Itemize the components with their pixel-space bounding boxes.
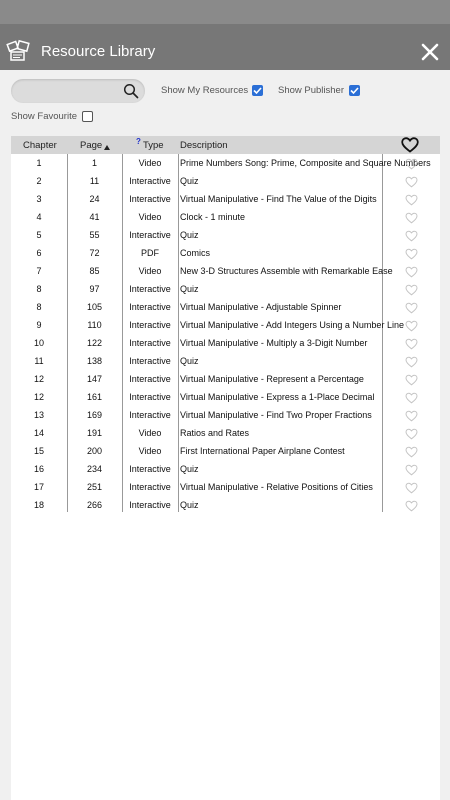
description-cell: Virtual Manipulative - Adjustable Spinner <box>180 302 342 312</box>
search-input[interactable] <box>11 79 145 103</box>
heart-outline-icon[interactable] <box>405 158 418 170</box>
type-cell: Video <box>138 428 162 438</box>
heart-outline-icon[interactable] <box>405 428 418 440</box>
page-cell: 169 <box>86 410 103 420</box>
table-row[interactable] <box>11 478 440 496</box>
heart-outline-icon[interactable] <box>405 266 418 278</box>
description-cell: Ratios and Rates <box>180 428 250 438</box>
description-cell: Comics <box>180 248 211 258</box>
description-cell: Quiz <box>180 500 199 510</box>
show-my-resources-checkbox[interactable] <box>252 85 263 96</box>
page-title: Resource Library <box>41 43 156 60</box>
resource-library-icon <box>7 40 31 62</box>
show-publisher-label: Show Publisher <box>278 85 345 96</box>
heart-outline-icon[interactable] <box>405 338 418 350</box>
close-icon[interactable] <box>419 41 441 63</box>
chapter-cell: 13 <box>33 410 44 420</box>
type-cell: Interactive <box>129 320 171 330</box>
table-body <box>11 154 440 514</box>
sort-ascending-icon[interactable] <box>104 142 110 153</box>
table-row[interactable] <box>11 208 440 226</box>
page-cell: 97 <box>89 284 100 294</box>
description-cell: Virtual Manipulative - Add Integers Using a Number Line <box>180 320 404 330</box>
type-cell: Interactive <box>129 284 171 294</box>
heart-outline-icon[interactable] <box>405 212 418 224</box>
chapter-cell: 16 <box>33 464 44 474</box>
column-header-description[interactable]: Description <box>180 140 228 151</box>
table-row[interactable] <box>11 262 440 280</box>
description-cell: Quiz <box>180 356 199 366</box>
chapter-cell: 3 <box>36 194 42 204</box>
column-header-chapter[interactable]: Chapter <box>23 140 57 151</box>
heart-outline-icon[interactable] <box>405 194 418 206</box>
page-cell: 1 <box>91 158 97 168</box>
description-cell: New 3-D Structures Assemble with Remarkable Ease <box>180 266 393 276</box>
page-cell: 147 <box>86 374 103 384</box>
column-header-type[interactable]: Type <box>143 140 164 151</box>
library-panel <box>0 70 450 800</box>
heart-outline-icon[interactable] <box>405 500 418 512</box>
table-row[interactable] <box>11 388 440 406</box>
description-cell: Quiz <box>180 464 199 474</box>
description-cell: Virtual Manipulative - Find Two Proper Fractions <box>180 410 372 420</box>
heart-outline-icon[interactable] <box>405 176 418 188</box>
show-favourite-checkbox[interactable] <box>82 111 93 122</box>
description-cell: Virtual Manipulative - Represent a Percentage <box>180 374 364 384</box>
heart-outline-icon[interactable] <box>405 410 418 422</box>
chapter-cell: 4 <box>36 212 42 222</box>
type-cell: Video <box>138 158 162 168</box>
table-row[interactable] <box>11 442 440 460</box>
chapter-cell: 14 <box>33 428 44 438</box>
page-cell: 191 <box>86 428 103 438</box>
page-cell: 161 <box>86 392 103 402</box>
table-row[interactable] <box>11 352 440 370</box>
column-header-page[interactable]: Page <box>80 140 103 151</box>
chapter-cell: 11 <box>34 356 44 366</box>
table-row[interactable] <box>11 172 440 190</box>
page-cell: 200 <box>86 446 103 456</box>
heart-outline-icon[interactable] <box>405 248 418 260</box>
table-row[interactable] <box>11 334 440 352</box>
type-help-icon[interactable]: ? <box>136 137 141 146</box>
description-cell: Quiz <box>180 230 199 240</box>
page-cell: 234 <box>86 464 103 474</box>
chapter-cell: 6 <box>36 248 42 258</box>
table-row[interactable] <box>11 460 440 478</box>
show-my-resources-label: Show My Resources <box>161 85 249 96</box>
heart-outline-icon[interactable] <box>405 302 418 314</box>
page-cell: 41 <box>89 212 100 222</box>
table-row[interactable] <box>11 424 440 442</box>
page-cell: 138 <box>86 356 103 366</box>
page-cell: 85 <box>89 266 100 276</box>
type-cell: Interactive <box>129 194 171 204</box>
description-cell: First International Paper Airplane Contest <box>180 446 345 456</box>
chapter-cell: 18 <box>33 500 44 510</box>
heart-outline-icon[interactable] <box>405 392 418 404</box>
page-cell: 122 <box>86 338 103 348</box>
type-cell: Video <box>138 266 162 276</box>
resource-table <box>11 136 440 800</box>
type-cell: Interactive <box>129 356 171 366</box>
chapter-cell: 8 <box>36 284 42 294</box>
show-favourite-label: Show Favourite <box>11 111 78 122</box>
description-cell: Clock - 1 minute <box>180 212 246 222</box>
table-row[interactable] <box>11 280 440 298</box>
chapter-cell: 2 <box>36 176 42 186</box>
type-cell: Interactive <box>129 482 171 492</box>
type-cell: Interactive <box>129 176 171 186</box>
page-cell: 251 <box>86 482 103 492</box>
page-cell: 24 <box>89 194 100 204</box>
page-cell: 105 <box>86 302 103 312</box>
type-cell: Interactive <box>129 464 171 474</box>
type-cell: Interactive <box>129 410 171 420</box>
chapter-cell: 1 <box>36 158 42 168</box>
table-row[interactable] <box>11 190 440 208</box>
heart-outline-icon[interactable] <box>405 464 418 476</box>
chapter-cell: 5 <box>36 230 42 240</box>
page-cell: 266 <box>86 500 103 510</box>
table-row[interactable] <box>11 154 440 172</box>
type-cell: Interactive <box>129 392 171 402</box>
heart-outline-icon[interactable] <box>405 284 418 296</box>
show-publisher-checkbox[interactable] <box>349 85 360 96</box>
table-row[interactable] <box>11 244 440 262</box>
search-icon[interactable] <box>123 83 139 99</box>
heart-outline-icon[interactable] <box>405 374 418 386</box>
description-cell: Virtual Manipulative - Relative Positions of Cities <box>180 482 373 492</box>
type-cell: Interactive <box>129 230 171 240</box>
type-cell: Video <box>138 212 162 222</box>
chapter-cell: 17 <box>33 482 44 492</box>
type-cell: Video <box>138 446 162 456</box>
description-cell: Virtual Manipulative - Multiply a 3-Digit Number <box>180 338 368 348</box>
table-row[interactable] <box>11 406 440 424</box>
table-row[interactable] <box>11 316 440 334</box>
heart-outline-icon[interactable] <box>405 356 418 368</box>
chapter-cell: 12 <box>33 374 44 384</box>
table-row[interactable] <box>11 298 440 316</box>
type-cell: Interactive <box>129 500 171 510</box>
description-cell: Virtual Manipulative - Find The Value of the Digits <box>180 194 377 204</box>
page-cell: 72 <box>89 248 100 258</box>
type-cell: Interactive <box>129 302 171 312</box>
table-row[interactable] <box>11 370 440 388</box>
status-bar <box>0 0 450 24</box>
description-cell: Quiz <box>180 176 199 186</box>
heart-outline-icon[interactable] <box>405 446 418 458</box>
title-bar <box>0 24 450 70</box>
heart-outline-icon[interactable] <box>405 482 418 494</box>
heart-outline-icon[interactable] <box>405 230 418 242</box>
chapter-cell: 8 <box>36 302 42 312</box>
chapter-cell: 12 <box>33 392 44 402</box>
chapter-cell: 10 <box>33 338 44 348</box>
table-row[interactable] <box>11 496 440 514</box>
page-cell: 55 <box>89 230 100 240</box>
chapter-cell: 15 <box>33 446 44 456</box>
chapter-cell: 9 <box>36 320 42 330</box>
type-cell: PDF <box>141 248 159 258</box>
description-cell: Quiz <box>180 284 199 294</box>
description-cell: Virtual Manipulative - Express a 1-Place Decimal <box>180 392 375 402</box>
table-header <box>11 136 440 154</box>
type-cell: Interactive <box>129 338 171 348</box>
table-row[interactable] <box>11 226 440 244</box>
heart-outline-icon[interactable] <box>405 320 418 332</box>
type-cell: Interactive <box>129 374 171 384</box>
chapter-cell: 7 <box>36 266 42 276</box>
page-cell: 110 <box>87 320 102 330</box>
description-cell: Prime Numbers Song: Prime, Composite and Square Numbers <box>180 158 431 168</box>
page-cell: 11 <box>89 176 100 186</box>
